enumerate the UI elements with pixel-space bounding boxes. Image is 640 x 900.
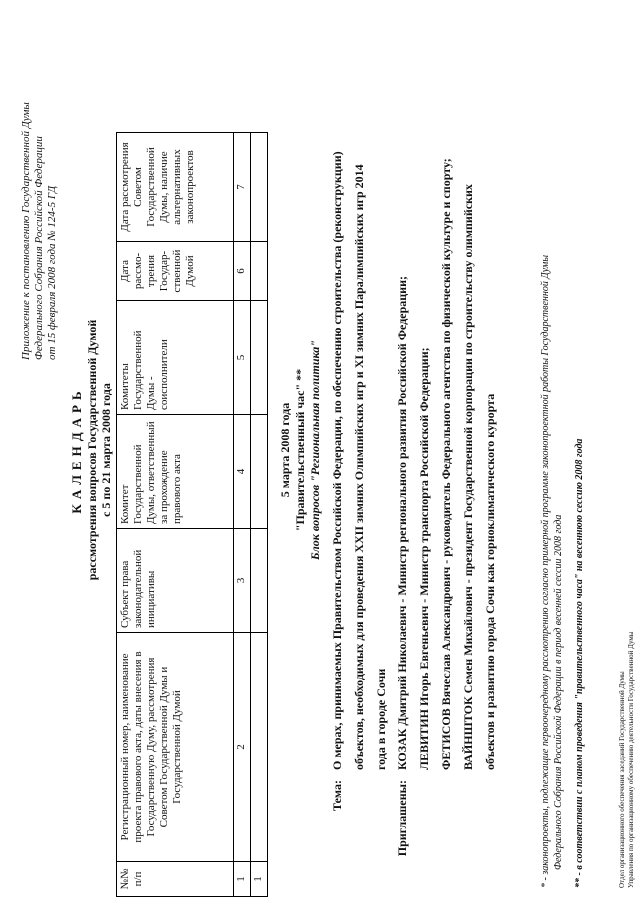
invited-person: ВАЙНШТОК Семен Михайлович - президент Государственной корпорации по строительству олимпийских bbox=[461, 184, 475, 770]
footnote-government-hour: ** - в соответствии с планом проведения "правительственного часа" на весеннюю сессию 2008 года bbox=[574, 438, 585, 888]
title-subtitle: рассмотрения вопросов Государственной Думой bbox=[85, 319, 99, 581]
column-number: 2 bbox=[234, 633, 251, 862]
session-date: 5 марта 2008 года bbox=[278, 402, 292, 498]
issuer-directorate: Управления по организационному обеспечению деятельности Государственной Думы bbox=[627, 631, 635, 888]
appendix-note bbox=[20, 0, 59, 360]
calendar-table bbox=[116, 132, 268, 897]
title-period: с 5 по 21 марта 2008 года bbox=[99, 383, 113, 517]
topic-line: года в городе Сочи bbox=[374, 668, 388, 770]
column-number: 6 bbox=[234, 242, 251, 301]
invited-person: КОЗАК Дмитрий Николаевич - Министр регионального развития Российской Федерации; bbox=[395, 275, 409, 770]
column-number: 5 bbox=[234, 301, 251, 415]
appendix-line: Приложение к постановлению Государственной Думы bbox=[20, 102, 32, 360]
table-cell bbox=[251, 301, 268, 415]
table-cell bbox=[251, 415, 268, 529]
table-cell: 1 bbox=[251, 862, 268, 897]
table-header-row bbox=[117, 133, 234, 897]
title-main: КАЛЕНДАРЬ bbox=[69, 386, 84, 514]
column-header: Дата рассмо-трения Государ-ственной Думой bbox=[117, 242, 234, 301]
topic-label: Тема: bbox=[330, 780, 344, 811]
topic-line: О мерах, принимаемых Правительством Российской Федерации, по обеспечению строительства (реконструкции) bbox=[330, 151, 344, 770]
column-number: 1 bbox=[234, 862, 251, 897]
table-cell bbox=[251, 633, 268, 862]
appendix-line: Федерального Собрания Российской Федерации bbox=[33, 136, 45, 360]
invited-label: Приглашены: bbox=[395, 780, 409, 857]
column-number: 4 bbox=[234, 415, 251, 529]
table-cell bbox=[251, 529, 268, 633]
topic-line: объектов, необходимых для проведения XXII зимних Олимпийских игр и XI зимних Паралимпийских игр 2014 bbox=[352, 164, 366, 770]
appendix-line: от 15 февраля 2008 года № 124-5 ГД bbox=[46, 185, 58, 360]
invited-person: ФЕТИСОВ Вячеслав Александрович - руководитель Федерального агентства по физической культуре и спорту; bbox=[439, 158, 453, 770]
invited-person: объектов и развитию города Сочи как горноклиматического курорта bbox=[483, 393, 497, 770]
column-header: Дата рассмотрения Советом Государственной Думы, наличие альтернативных законопроектов bbox=[117, 133, 234, 242]
issuer-department: Отдел организационного обеспечения заседаний Государственной Думы bbox=[618, 671, 626, 888]
column-header: Комитет Государственной Думы, ответственный за прохождение правового акта bbox=[117, 415, 234, 529]
document-title bbox=[69, 0, 113, 900]
column-header: Регистрационный номер, наименование проекта правового акта, даты внесения в Государственную Думу, рассмотрения Советом Государственной Думы и Государственной Думой bbox=[117, 633, 234, 862]
table-cell bbox=[251, 242, 268, 301]
table-row bbox=[251, 133, 268, 897]
column-header: №№ п/п bbox=[117, 862, 234, 897]
column-header: Комитеты Государственной Думы - соисполнители bbox=[117, 301, 234, 415]
table-cell bbox=[251, 133, 268, 242]
column-header: Субъект права законодательной инициативы bbox=[117, 529, 234, 633]
government-hour-heading: "Правительственный час" ** bbox=[293, 368, 307, 532]
footnote-priority: * - законопроекты, подлежащие первоочередному рассмотрению согласно примерной программе законопроектной работы Государственной Думы bbox=[540, 254, 551, 888]
column-number: 7 bbox=[234, 133, 251, 242]
invited-person: ЛЕВИТИН Игорь Евгеньевич - Министр транспорта Российской Федерации; bbox=[417, 347, 431, 770]
column-number: 3 bbox=[234, 529, 251, 633]
table-number-row bbox=[234, 133, 251, 897]
block-heading: Блок вопросов "Региональная политика" bbox=[308, 340, 322, 560]
footnote-priority-cont: Федерального Собрания Российской Федерации в период весенней сессии 2008 года bbox=[553, 514, 564, 870]
